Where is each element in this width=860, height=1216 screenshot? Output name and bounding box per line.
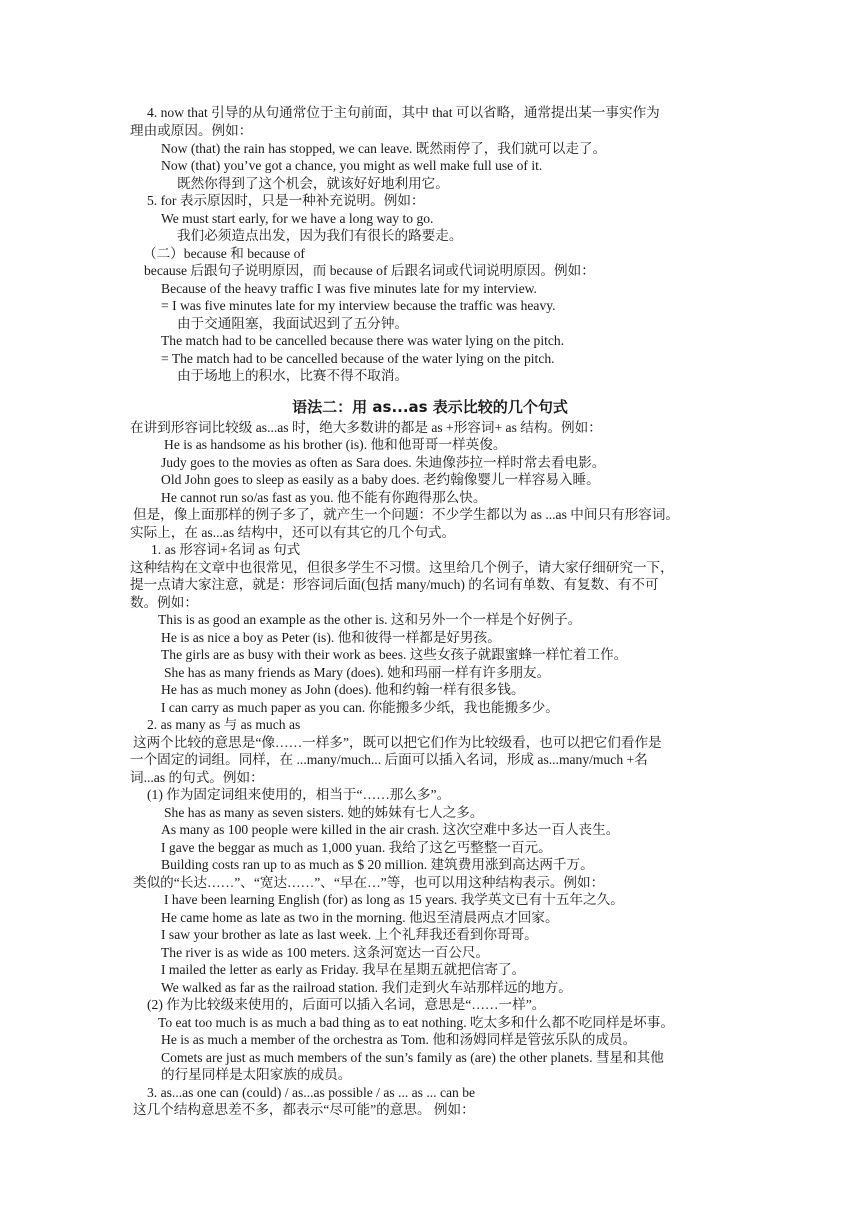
text-line: Old John goes to sleep as easily as a baby does. 老约翰像婴儿一样容易入睡。 — [161, 472, 600, 487]
text-line: 提一点请大家注意，就是：形容词后面(包括 many/much) 的名词有单数、有复数、有不可 — [130, 577, 659, 592]
text-line: 1. as 形容词+名词 as 句式 — [151, 542, 301, 557]
text-line: 这种结构在文章中也很常见，但很多学生不习惯。这里给几个例子，请大家仔细研究一下， — [130, 560, 674, 575]
text-line: because 后跟句子说明原因，而 because of 后跟名词或代词说明原因。例如： — [144, 263, 595, 278]
text-line: 一个固定的词组。同样，在 ...many/much... 后面可以插入名词，形成 as...many/much +名 — [130, 752, 648, 767]
text-line: 在讲到形容词比较级 as...as 时，绝大多数讲的都是 as +形容词+ as 结构。例如： — [130, 420, 602, 435]
grammar-heading: 语法二：用 as...as 表示比较的几个句式 — [292, 398, 568, 416]
text-line: We must start early, for we have a long way to go. — [161, 211, 434, 226]
text-line: 既然你得到了这个机会，就该好好地利用它。 — [177, 176, 449, 191]
text-line: The river is as wide as 100 meters. 这条河宽达一百公尺。 — [161, 945, 490, 960]
text-line: Now (that) the rain has stopped, we can leave. 既然雨停了，我们就可以走了。 — [161, 141, 607, 156]
text-line: 数。例如： — [130, 595, 198, 610]
text-line: 实际上，在 as...as 结构中，还可以有其它的几个句式。 — [130, 525, 456, 540]
text-line: 理由或原因。例如： — [130, 123, 253, 138]
text-line: She has as many as seven sisters. 她的姊妹有七人之多。 — [164, 805, 484, 820]
text-line: He cannot run so/as fast as you. 他不能有你跑得那么快。 — [161, 490, 487, 505]
text-line: The match had to be cancelled because there was water lying on the pitch. — [161, 333, 565, 348]
text-line: Comets are just as much members of the sun’s family as (are) the other planets. 彗星和其他 — [161, 1050, 664, 1065]
text-line: 2. as many as 与 as much as — [147, 717, 301, 732]
text-line: 由于场地上的积水，比赛不得不取消。 — [177, 368, 409, 383]
text-line: The girls are as busy with their work as bees. 这些女孩子就跟蜜蜂一样忙着工作。 — [161, 647, 628, 662]
text-line: Building costs ran up to as much as $ 20 million. 建筑费用涨到高达两千万。 — [161, 857, 594, 872]
text-line: = I was five minutes late for my interview because the traffic was heavy. — [161, 298, 556, 313]
text-line: I mailed the letter as early as Friday. 我早在星期五就把信寄了。 — [161, 962, 526, 977]
text-line: I have been learning English (for) as long as 15 years. 我学英文已有十五年之久。 — [164, 892, 624, 907]
text-line: = The match had to be cancelled because of the water lying on the pitch. — [161, 351, 555, 366]
text-line: She has as many friends as Mary (does). 她和玛丽一样有许多朋友。 — [164, 665, 551, 680]
text-line: 3. as...as one can (could) / as...as possible / as ... as ... can be — [147, 1085, 476, 1100]
text-line: (2) 作为比较级来使用的，后面可以插入名词，意思是“……一样”。 — [147, 997, 546, 1012]
text-line: I can carry as much paper as you can. 你能搬多少纸，我也能搬多少。 — [161, 700, 559, 715]
text-line: This is as good an example as the other is. 这和另外一个一样是个好例子。 — [158, 612, 582, 627]
text-line: 的行星同样是太阳家族的成员。 — [161, 1067, 352, 1082]
text-line: 由于交通阻塞，我面试迟到了五分钟。 — [177, 316, 409, 331]
text-line: 我们必须造点出发，因为我们有很长的路要走。 — [177, 228, 463, 243]
text-line: He is as much a member of the orchestra as Tom. 他和汤姆同样是管弦乐队的成员。 — [161, 1032, 637, 1047]
text-line: 这几个结构意思差不多，都表示“尽可能”的意思。 例如： — [133, 1102, 475, 1117]
text-line: Because of the heavy traffic I was five minutes late for my interview. — [161, 281, 537, 296]
text-line: 类似的“长达……”、“宽达……”、“早在…”等，也可以用这种结构表示。例如： — [133, 875, 605, 890]
text-line: 4. now that 引导的从句通常位于主句前面，其中 that 可以省略，通常提出某一事实作为 — [147, 105, 660, 120]
text-line: To eat too much is as much a bad thing as to eat nothing. 吃太多和什么都不吃同样是坏事。 — [158, 1015, 674, 1030]
text-line: He is as nice a boy as Peter (is). 他和彼得一样都是好男孩。 — [161, 630, 501, 645]
text-line: Now (that) you’ve got a chance, you might as well make full use of it. — [161, 158, 543, 173]
text-line: I saw your brother as late as last week. 上个礼拜我还看到你哥哥。 — [161, 927, 538, 942]
text-line: 但是，像上面那样的例子多了，就产生一个问题：不少学生都以为 as ...as 中间只有形容词。 — [133, 507, 680, 522]
text-line: As many as 100 people were killed in the air crash. 这次空难中多达一百人丧生。 — [161, 822, 620, 837]
text-line: He has as much money as John (does). 他和约翰一样有很多钱。 — [161, 682, 525, 697]
text-line: (1) 作为固定词组来使用的，相当于“……那么多”。 — [147, 787, 451, 802]
text-line: He came home as late as two in the morning. 他迟至清晨两点才回家。 — [161, 910, 559, 925]
text-line: 5. for 表示原因时，只是一种补充说明。例如： — [147, 193, 425, 208]
section-heading: （二）because 和 because of — [143, 246, 305, 261]
text-line: 词...as 的句式。例如： — [130, 770, 264, 785]
text-line: He is as handsome as his brother (is). 他和他哥哥一样英俊。 — [164, 437, 507, 452]
text-line: 这两个比较的意思是“像……一样多”，既可以把它们作为比较级看，也可以把它们看作是 — [133, 735, 662, 750]
text-line: We walked as far as the railroad station. 我们走到火车站那样远的地方。 — [161, 980, 572, 995]
text-line: I gave the beggar as much as 1,000 yuan. 我给了这乞丐整整一百元。 — [161, 840, 552, 855]
text-line: Judy goes to the movies as often as Sara does. 朱迪像莎拉一样时常去看电影。 — [161, 455, 606, 470]
